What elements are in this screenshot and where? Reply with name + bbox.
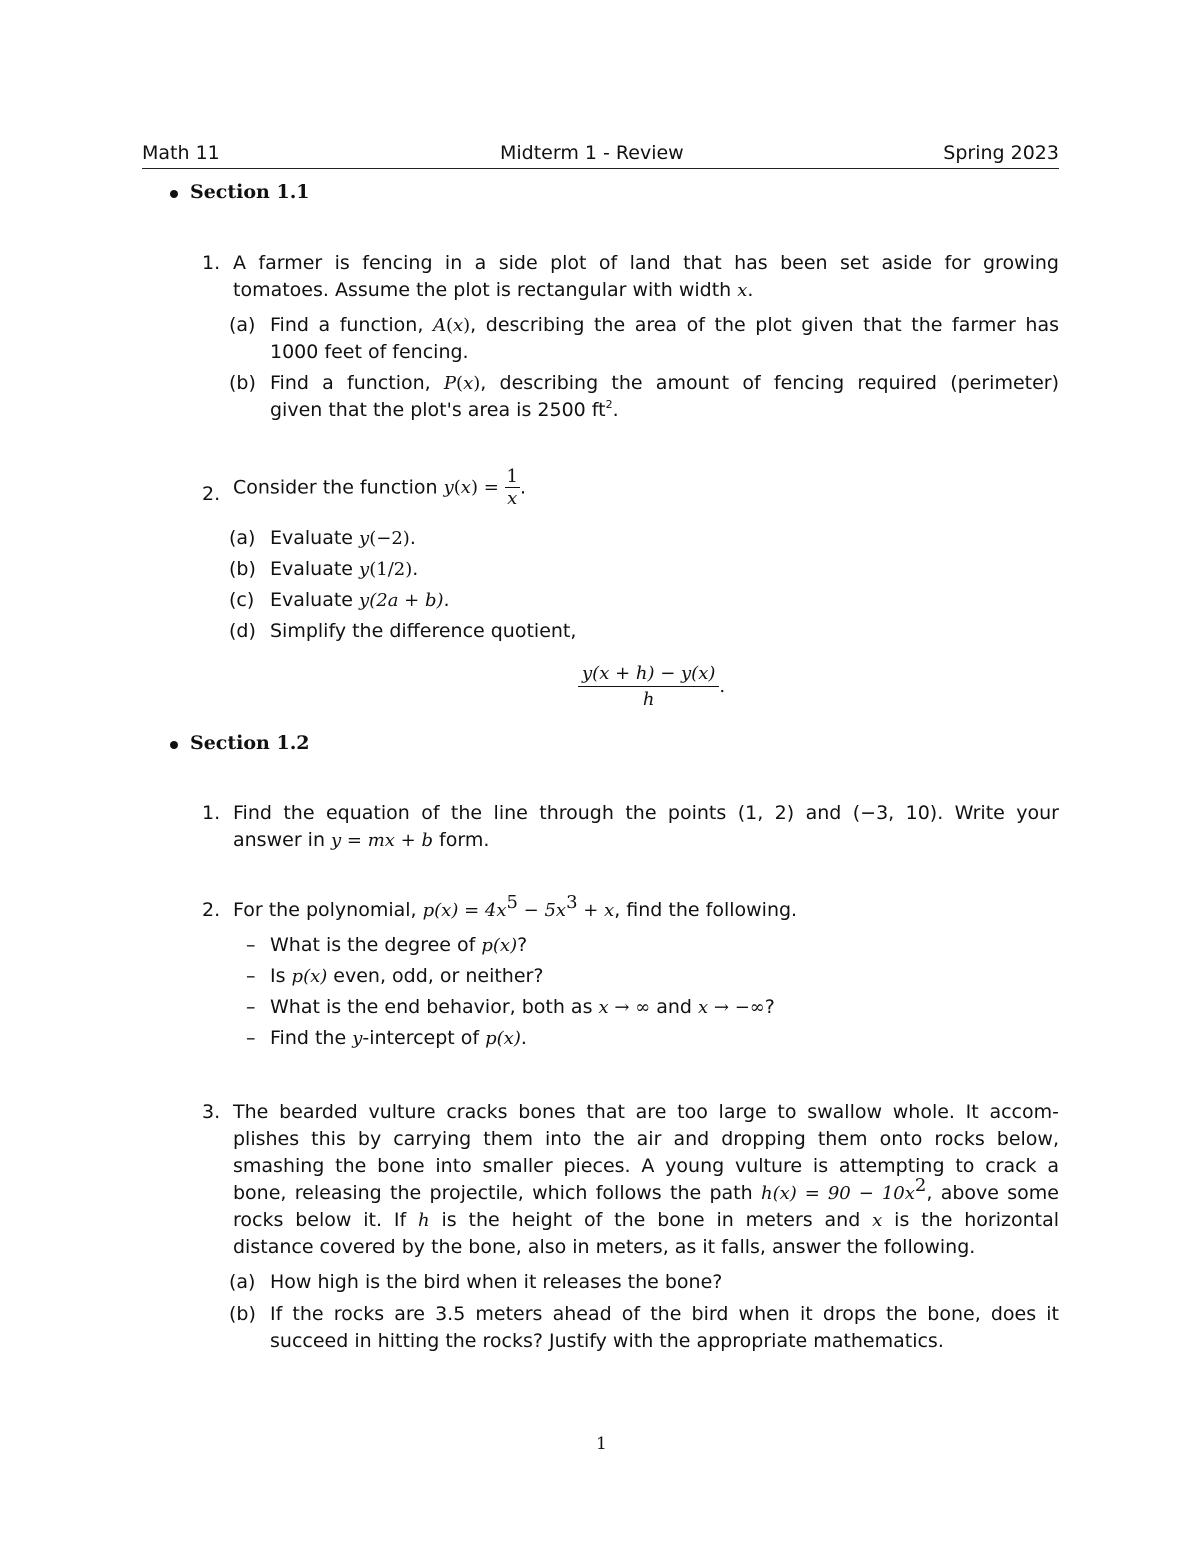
problem-text: For the polynomial, $p(x) = 4x^5 - 5x^3 + x$, find the following. (233, 892, 798, 921)
list-item: What is the end behavior, both as x → ∞ and x → −∞? (270, 996, 775, 1018)
problem-text: smashing the bone into smaller pieces. A young vulture is attempting to crack a (233, 1155, 1059, 1177)
part-text: 1000 feet of fencing. (270, 341, 469, 363)
part-text: Evaluate y(−2). (270, 527, 416, 549)
term: Spring 2023 (943, 142, 1059, 164)
problem-text: distance covered by the bone, also in meters, as it falls, answer the following. (233, 1236, 976, 1258)
problem-text: Consider the function y(x) = $\frac{1}{x}$ . (233, 466, 527, 509)
list-item: What is the degree of p(x)? (270, 934, 528, 956)
problem-number: 3. (202, 1101, 221, 1123)
problem-text: answer in y = mx + b form. (233, 829, 490, 851)
part-text: How high is the bird when it releases the bone? (270, 1271, 723, 1293)
part-text: given that the plot's area is 2500 $ft^2$. (270, 398, 619, 421)
part-text: Find a function, P(x), describing the amount of fencing required (perimeter) (270, 372, 1060, 394)
part-text: Find a function, A(x), describing the area of the plot given that the farmer has (270, 314, 1060, 336)
dash-marker: – (246, 996, 256, 1018)
section-title: Section 1.2 (190, 732, 310, 754)
part-text: succeed in hitting the rocks? Justify with the appropriate mathematics. (270, 1330, 944, 1352)
document-title: Midterm 1 - Review (500, 142, 684, 164)
part-label: (a) (229, 527, 256, 549)
part-label: (d) (229, 620, 256, 642)
part-label: (a) (229, 1271, 256, 1293)
problem-text: A farmer is fencing in a side plot of land that has been set aside for growing (233, 252, 1059, 274)
course-name: Math 11 (142, 142, 220, 164)
section-title: Section 1.1 (190, 181, 310, 203)
difference-quotient: $\frac{y(x + h) - y(x)}{h}$ . (578, 663, 725, 710)
problem-text: plishes this by carrying them into the air and dropping them onto rocks below, (233, 1128, 1059, 1150)
part-label: (b) (229, 558, 256, 580)
problem-number: 1. (202, 252, 221, 274)
problem-text: rocks below it. If h is the height of the bone in meters and x is the horizontal (233, 1209, 1060, 1231)
header-rule (142, 168, 1059, 169)
dash-marker: – (246, 934, 256, 956)
problem-text: Find the equation of the line through the points (1, 2) and (−3, 10). Write your (233, 802, 1059, 824)
part-label: (b) (229, 372, 256, 394)
section-bullet (170, 741, 178, 749)
list-item: Find the y-intercept of p(x). (270, 1027, 527, 1049)
section-bullet (170, 190, 178, 198)
problem-text: bone, releasing the projectile, which follows the path $h(x) = 90 - 10x^2$, above some (233, 1175, 1059, 1204)
part-text: If the rocks are 3.5 meters ahead of the bird when it drops the bone, does it (270, 1303, 1059, 1325)
fraction: $\frac{1}{x}$ (506, 466, 518, 509)
part-text: Simplify the difference quotient, (270, 620, 577, 642)
part-label: (a) (229, 314, 256, 336)
problem-number: 2. (202, 899, 221, 921)
page-number: 1 (596, 1434, 607, 1454)
part-label: (c) (229, 589, 255, 611)
problem-number: 2. (202, 483, 221, 505)
dash-marker: – (246, 965, 256, 987)
dash-marker: – (246, 1027, 256, 1049)
problem-number: 1. (202, 802, 221, 824)
part-text: Evaluate y(2a + b). (270, 589, 450, 611)
part-text: Evaluate y(1/2). (270, 558, 419, 580)
problem-text: The bearded vulture cracks bones that are too large to swallow whole. It accom- (233, 1101, 1059, 1123)
problem-text: tomatoes. Assume the plot is rectangular with width x. (233, 279, 754, 301)
part-label: (b) (229, 1303, 256, 1325)
list-item: Is p(x) even, odd, or neither? (270, 965, 544, 987)
